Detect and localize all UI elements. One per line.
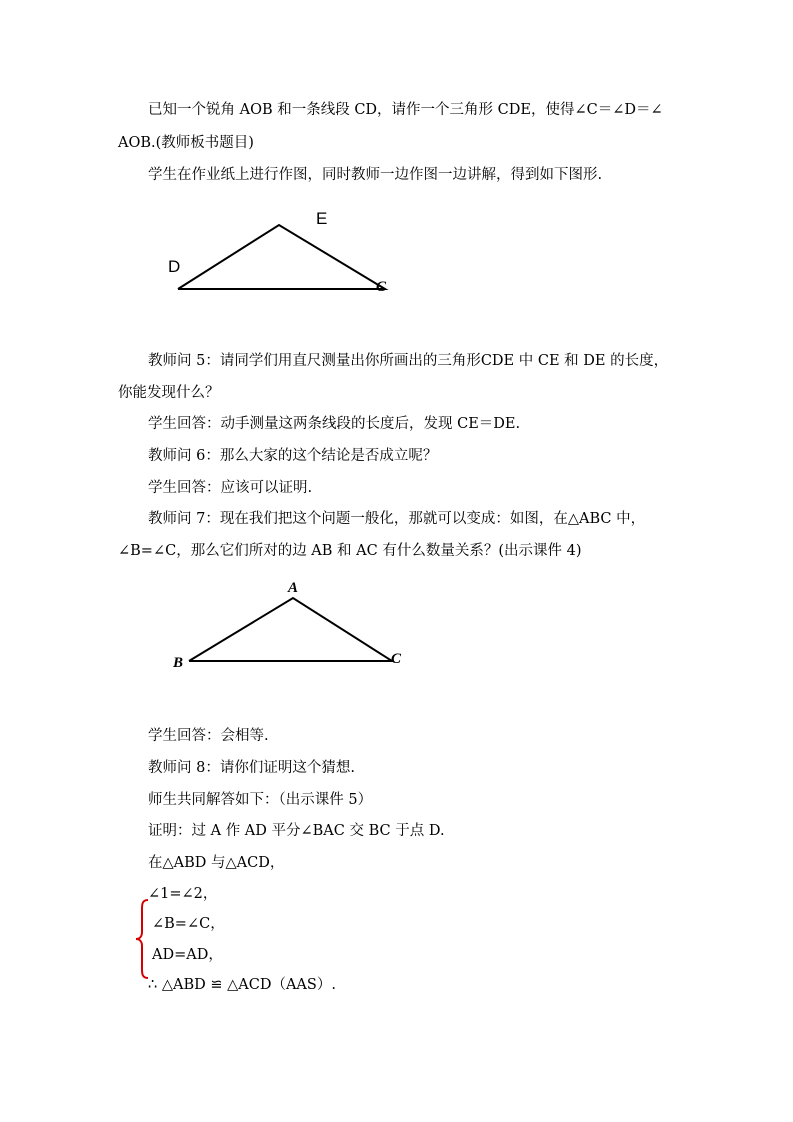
question-8: 教师问 8：请你们证明这个猜想. (148, 760, 355, 776)
question-7-line2: ∠B=∠C，那么它们所对的边 AB 和 AC 有什么数量关系？(出示课件 4) (118, 543, 582, 559)
answer-5: 学生回答：动手测量这两条线段的长度后，发现 CE＝DE. (148, 416, 521, 432)
proof-condition3: AD=AD， (152, 947, 223, 963)
question-6: 教师问 6：那么大家的这个结论是否成立呢？ (148, 448, 438, 464)
label-e: E (316, 209, 328, 228)
triangle-cde-outline (178, 225, 385, 289)
proof-line2: 在△ABD 与△ACD， (148, 855, 285, 871)
question-7-line1: 教师问 7：现在我们把这个问题一般化，那就可以变成：如图，在△ABC 中， (148, 511, 646, 527)
label-c: C (376, 279, 387, 295)
label-a: A (288, 580, 299, 596)
proof-condition2: ∠B=∠C， (152, 916, 225, 932)
joint-answer-intro: 师生共同解答如下：（出示课件 5） (148, 792, 373, 808)
triangle-cde-figure (150, 200, 410, 310)
answer-7: 学生回答：会相等. (148, 728, 269, 744)
proof-line1: 证明：过 A 作 AD 平分∠BAC 交 BC 于点 D. (148, 823, 445, 839)
proof-condition1: ∠1=∠2， (148, 886, 218, 902)
triangle-abc-figure (165, 572, 425, 682)
problem-statement-line2: AOB.(教师板书题目) (118, 135, 254, 151)
student-drawing-text: 学生在作业纸上进行作图，同时教师一边作图一边讲解，得到如下图形. (148, 167, 603, 183)
proof-conclusion: ∴ △ABD ≌ △ACD（AAS）. (148, 977, 336, 993)
question-5-line2: 你能发现什么？ (118, 385, 220, 401)
label-b: B (173, 655, 184, 671)
triangle-abc-outline (189, 598, 392, 661)
question-5-line1: 教师问 5：请同学们用直尺测量出你所画出的三角形CDE 中 CE 和 DE 的长度， (148, 353, 669, 369)
problem-statement-line1: 已知一个锐角 AOB 和一条线段 CD，请作一个三角形 CDE，使得∠C＝∠D＝∠ (148, 102, 663, 118)
answer-6: 学生回答：应该可以证明. (148, 480, 313, 496)
label-c: C (391, 651, 402, 667)
curly-brace (134, 898, 150, 980)
label-d: D (168, 257, 181, 276)
